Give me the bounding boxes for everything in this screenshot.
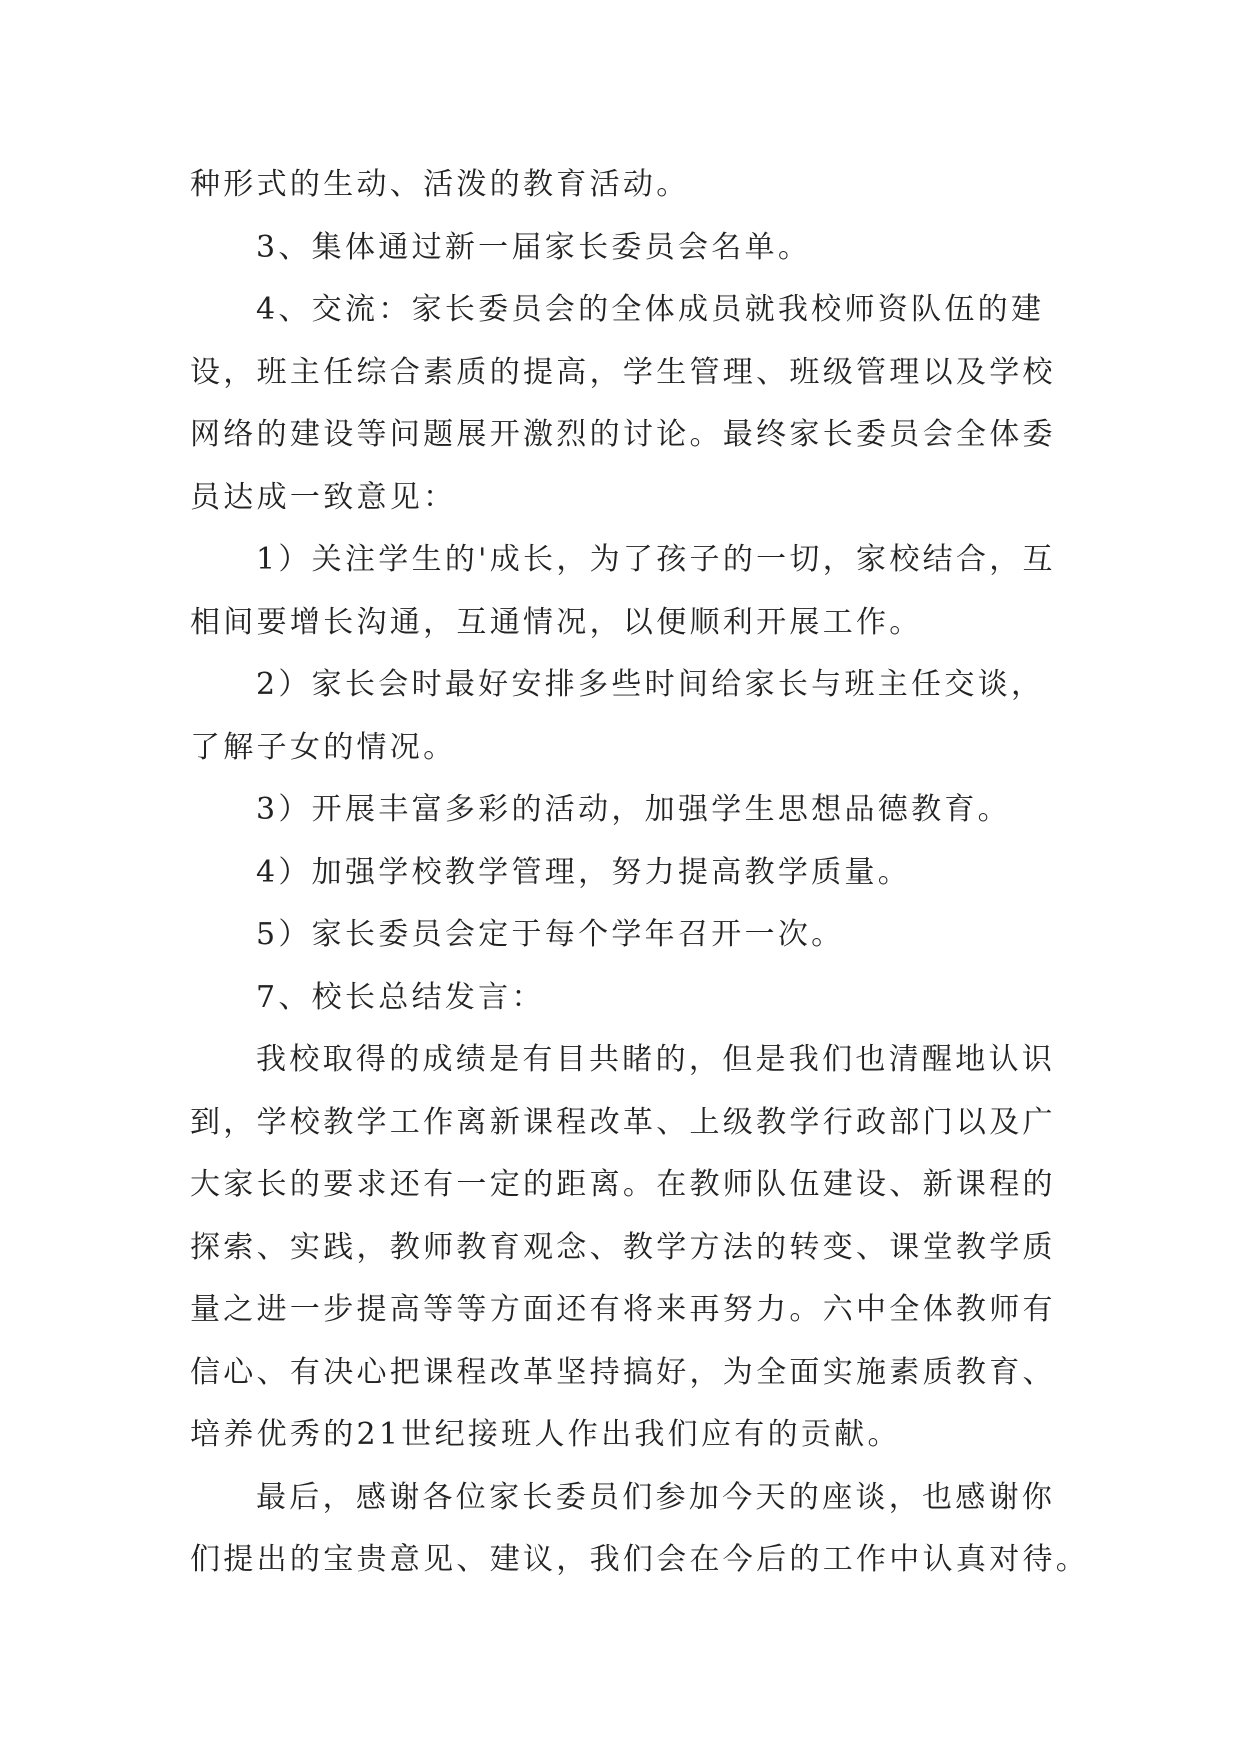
text-line: 2）家长会时最好安排多些时间给家长与班主任交谈，	[256, 667, 1045, 702]
text-line: 们提出的宝贵意见、建议，我们会在今后的工作中认真对待。	[190, 1542, 1090, 1577]
text-line: 相间要增长沟通，互通情况，以便顺利开展工作。	[190, 604, 923, 640]
text-line: 量之进一步提高等等方面还有将来再努力。六中全体教师有	[190, 1292, 1056, 1327]
text-line: 种形式的生动、活泼的教育活动。	[190, 167, 690, 202]
text-line: 3、集体通过新一届家长委员会名单。	[256, 229, 812, 265]
text-line: 网络的建设等问题展开激烈的讨论。最终家长委员会全体委	[190, 417, 1056, 452]
text-line: 探索、实践，教师教育观念、教学方法的转变、课堂教学质	[190, 1229, 1056, 1265]
text-line: 5）家长委员会定于每个学年召开一次。	[256, 917, 845, 952]
text-line: 员达成一致意见：	[190, 479, 457, 515]
text-line: 大家长的要求还有一定的距离。在教师队伍建设、新课程的	[190, 1167, 1056, 1202]
text-line: 1）关注学生的'成长，为了孩子的一切，家校结合，互	[256, 542, 1056, 577]
document-body	[190, 154, 1090, 1592]
text-line: 信心、有决心把课程改革坚持搞好，为全面实施素质教育、	[190, 1354, 1056, 1390]
text-line: 到，学校教学工作离新课程改革、上级教学行政部门以及广	[190, 1104, 1056, 1140]
text-line: 7、校长总结发言：	[256, 979, 545, 1015]
text-line: 3）开展丰富多彩的活动，加强学生思想品德教育。	[256, 792, 1011, 827]
text-line: 4）加强学校教学管理，努力提高教学质量。	[256, 854, 912, 890]
text-line: 培养优秀的21世纪接班人作出我们应有的贡献。	[190, 1417, 901, 1452]
text-line: 我校取得的成绩是有目共睹的，但是我们也清醒地认识	[256, 1042, 1056, 1077]
text-line: 最后，感谢各位家长委员们参加今天的座谈，也感谢你	[256, 1479, 1056, 1515]
text-line: 了解子女的情况。	[190, 729, 457, 765]
text-line: 4、交流：家长委员会的全体成员就我校师资队伍的建	[256, 292, 1045, 327]
text-line: 设，班主任综合素质的提高，学生管理、班级管理以及学校	[190, 354, 1056, 390]
